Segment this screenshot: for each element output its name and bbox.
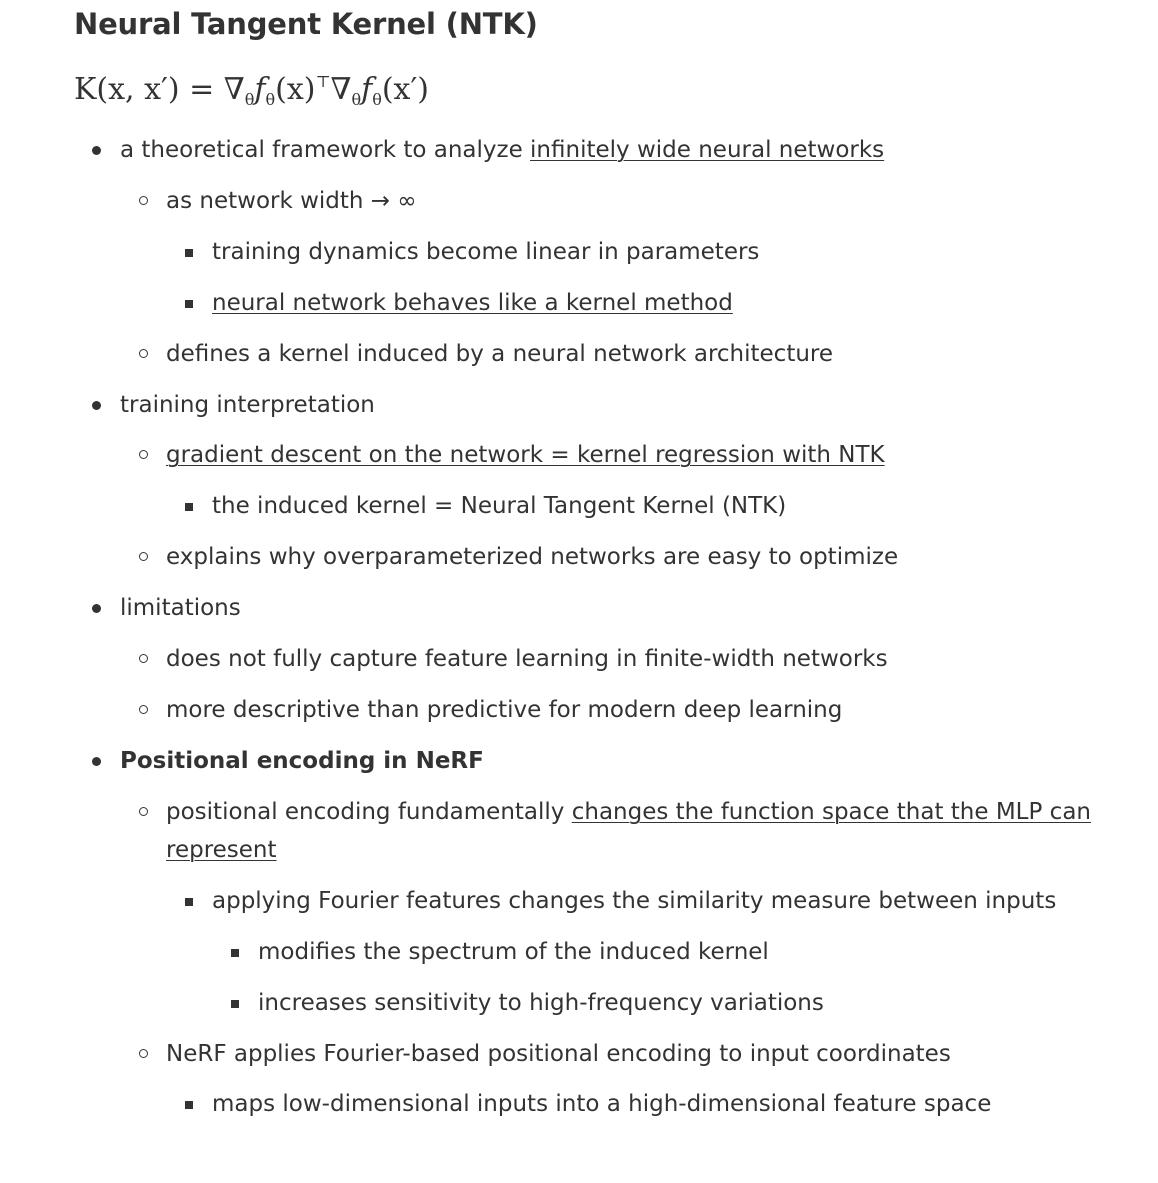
list-item (258, 933, 769, 971)
list-item-text: positional encoding fundamentally (166, 799, 572, 825)
formula-f: f (361, 72, 373, 107)
circle-bullet-icon (139, 1049, 148, 1058)
square-bullet-icon (185, 503, 193, 511)
list-item-text: training interpretation (120, 392, 375, 418)
list-item (120, 131, 884, 169)
underlined-text: changes the function space that the MLP can represent (166, 799, 1091, 863)
list-item-text: explains why overparameterized networks are easy to optimize (166, 544, 899, 570)
formula-transpose: ⊤ (315, 72, 331, 91)
list-item-text: defines a kernel induced by a neural network architecture (166, 341, 834, 367)
disc-bullet-icon (92, 401, 101, 410)
formula-subscript: θ (372, 90, 382, 109)
formula-arg: (x) (275, 72, 316, 107)
list-item-text: increases sensitivity to high-frequency variations (258, 990, 824, 1016)
list-item-text: applying Fourier features changes the similarity measure between inputs (212, 888, 1057, 914)
list-item-text: a theoretical framework to analyze (120, 137, 531, 163)
underlined-text: infinitely wide neural networks (530, 137, 885, 163)
list-item (166, 793, 1106, 869)
ntk-formula (74, 72, 429, 109)
list-item (166, 436, 885, 474)
list-item-text: more descriptive than predictive for modern deep learning (166, 697, 843, 723)
list-item-text: maps low-dimensional inputs into a high-dimensional feature space (212, 1091, 992, 1117)
disc-bullet-icon (92, 146, 101, 155)
square-bullet-icon (185, 249, 193, 257)
disc-bullet-icon (92, 757, 101, 766)
underlined-text: neural network behaves like a kernel method (212, 290, 733, 316)
list-item (166, 1035, 951, 1073)
list-item (120, 589, 241, 627)
square-bullet-icon (185, 898, 193, 906)
circle-bullet-icon (139, 654, 148, 663)
formula-subscript: θ (351, 90, 362, 109)
page-title: Neural Tangent Kernel (NTK) (74, 7, 538, 41)
formula-lhs: K(x, x′) = (74, 72, 224, 107)
square-bullet-icon (185, 1101, 193, 1109)
list-item-text: as network width → ∞ (166, 188, 417, 214)
section-heading-text: Positional encoding in NeRF (120, 748, 484, 774)
circle-bullet-icon (139, 196, 148, 205)
circle-bullet-icon (139, 450, 148, 459)
list-item-text: does not fully capture feature learning in finite-width networks (166, 646, 888, 672)
square-bullet-icon (185, 300, 193, 308)
list-item-text: the induced kernel = Neural Tangent Kernel (NTK) (212, 493, 787, 519)
list-item (166, 691, 842, 729)
formula-f: f (254, 72, 266, 107)
formula-subscript: θ (244, 90, 255, 109)
list-item-text: modifies the spectrum of the induced kernel (258, 939, 769, 965)
formula-nabla: ∇ (223, 72, 245, 107)
list-item (212, 233, 759, 271)
list-item-text: training dynamics become linear in parameters (212, 239, 760, 265)
list-item (166, 538, 898, 576)
list-item (120, 386, 375, 424)
underlined-text: gradient descent on the network = kernel regression with NTK (166, 442, 885, 468)
square-bullet-icon (231, 1000, 239, 1008)
list-item (258, 984, 824, 1022)
formula-subscript: θ (265, 90, 276, 109)
list-item (120, 742, 484, 780)
list-item (166, 182, 417, 220)
formula-arg: (x′) (381, 72, 429, 107)
list-item (166, 335, 833, 373)
list-item (212, 1085, 991, 1123)
list-item-text: NeRF applies Fourier-based positional encoding to input coordinates (166, 1041, 951, 1067)
circle-bullet-icon (139, 552, 148, 561)
list-item-text: limitations (120, 595, 241, 621)
list-item (212, 882, 1056, 920)
circle-bullet-icon (139, 807, 148, 816)
formula-nabla: ∇ (330, 72, 352, 107)
list-item (212, 487, 786, 525)
list-item (212, 284, 733, 322)
circle-bullet-icon (139, 349, 148, 358)
square-bullet-icon (231, 949, 239, 957)
circle-bullet-icon (139, 705, 148, 714)
disc-bullet-icon (92, 604, 101, 613)
list-item (166, 640, 888, 678)
